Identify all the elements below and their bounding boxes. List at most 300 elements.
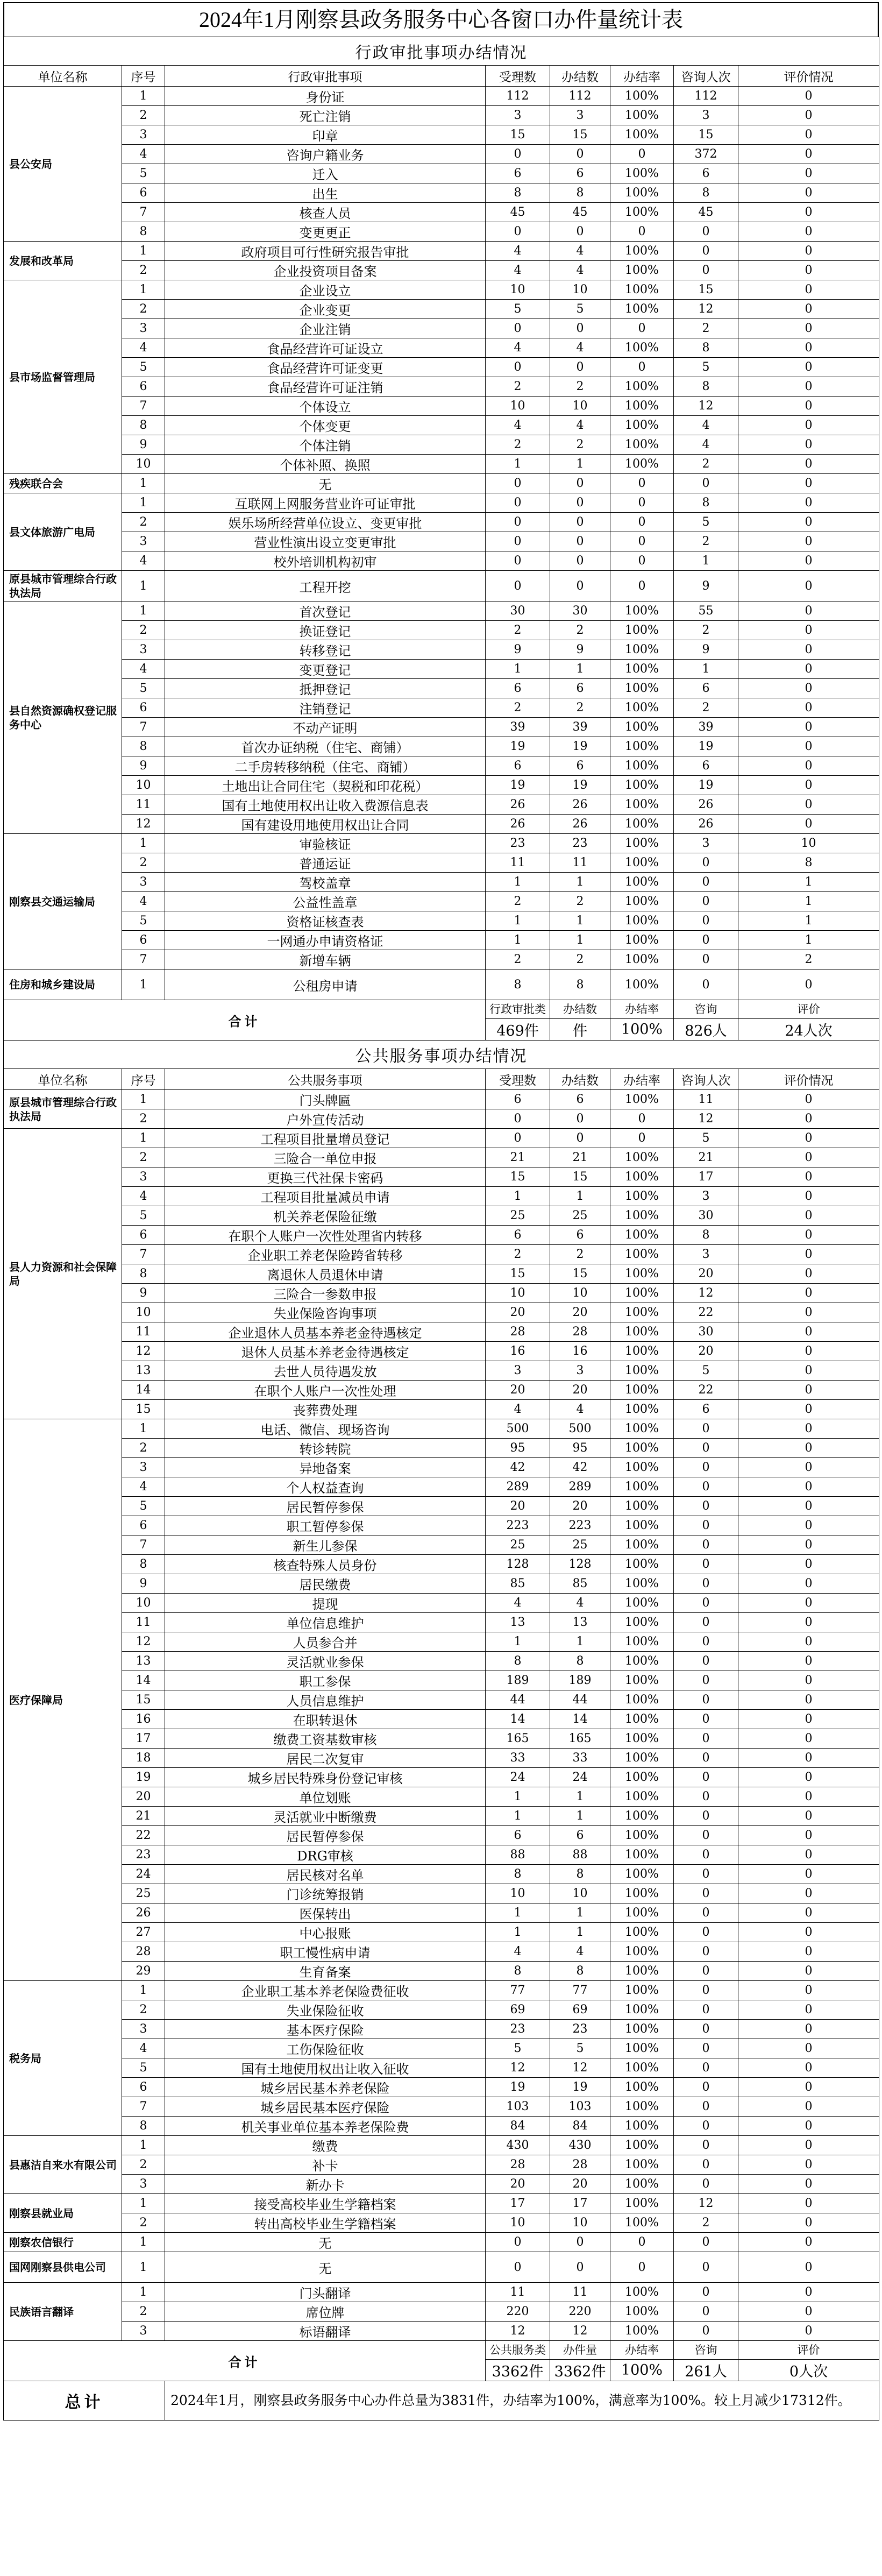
done-cell: 0 bbox=[550, 358, 610, 377]
intake-cell: 8 bbox=[486, 1962, 550, 1981]
intake-cell: 4 bbox=[486, 1942, 550, 1962]
rate-cell: 100% bbox=[610, 2194, 674, 2213]
item-cell: 缴费工资基数审核 bbox=[165, 1729, 486, 1749]
done-cell: 1 bbox=[550, 931, 610, 950]
table-row bbox=[4, 1400, 879, 1419]
rate-cell: 100% bbox=[610, 280, 674, 300]
intake-cell: 15 bbox=[486, 1167, 550, 1187]
table-row bbox=[4, 1652, 879, 1671]
table-row bbox=[4, 2302, 879, 2322]
item-cell: 新增车辆 bbox=[165, 950, 486, 969]
item-cell: 变更更正 bbox=[165, 222, 486, 242]
item-cell: 身份证 bbox=[165, 87, 486, 106]
done-cell: 20 bbox=[550, 1381, 610, 1400]
eval-cell: 0 bbox=[738, 1477, 879, 1497]
table-row bbox=[4, 2136, 879, 2155]
intake-cell: 0 bbox=[486, 532, 550, 551]
header-intake: 受理数 bbox=[486, 66, 550, 87]
done-cell: 25 bbox=[550, 1206, 610, 1226]
intake-cell: 2 bbox=[486, 892, 550, 911]
eval-cell: 0 bbox=[738, 2020, 879, 2039]
total-sub-label: 评价 bbox=[738, 1000, 879, 1019]
done-cell: 2 bbox=[550, 621, 610, 640]
item-cell: 资格证核查表 bbox=[165, 911, 486, 931]
table-row bbox=[4, 2213, 879, 2233]
table-row bbox=[4, 1109, 879, 1129]
eval-cell: 0 bbox=[738, 1264, 879, 1284]
done-cell: 28 bbox=[550, 1322, 610, 1342]
eval-cell: 0 bbox=[738, 106, 879, 125]
unit-name: 原县城市管理综合行政执法局 bbox=[4, 571, 122, 601]
consult-cell: 30 bbox=[674, 1322, 738, 1342]
intake-cell: 223 bbox=[486, 1516, 550, 1535]
eval-cell: 0 bbox=[738, 1729, 879, 1749]
seq-cell: 9 bbox=[122, 756, 165, 776]
item-cell: 基本医疗保险 bbox=[165, 2020, 486, 2039]
consult-cell: 8 bbox=[674, 338, 738, 358]
item-cell: 无 bbox=[165, 2252, 486, 2283]
consult-cell: 6 bbox=[674, 1400, 738, 1419]
eval-cell: 0 bbox=[738, 1671, 879, 1690]
table-row bbox=[4, 2155, 879, 2175]
summary-row bbox=[4, 2381, 879, 2421]
seq-cell: 6 bbox=[122, 183, 165, 203]
consult-cell: 0 bbox=[674, 969, 738, 1000]
seq-cell: 3 bbox=[122, 125, 165, 145]
rate-cell: 100% bbox=[610, 2097, 674, 2117]
intake-cell: 8 bbox=[486, 1652, 550, 1671]
table-row bbox=[4, 222, 879, 242]
eval-cell: 0 bbox=[738, 1787, 879, 1807]
unit-name: 刚察县交通运输局 bbox=[4, 834, 122, 969]
consult-cell: 0 bbox=[674, 2252, 738, 2283]
eval-cell: 0 bbox=[738, 718, 879, 737]
item-cell: 在职个人账户一次性处理 bbox=[165, 1381, 486, 1400]
consult-cell: 55 bbox=[674, 601, 738, 621]
consult-cell: 0 bbox=[674, 2058, 738, 2078]
item-cell: 三险合一单位申报 bbox=[165, 1148, 486, 1167]
consult-cell: 0 bbox=[674, 1787, 738, 1807]
intake-cell: 1 bbox=[486, 911, 550, 931]
seq-cell: 5 bbox=[122, 164, 165, 183]
seq-cell: 25 bbox=[122, 1884, 165, 1903]
consult-cell: 12 bbox=[674, 397, 738, 416]
header-row bbox=[4, 1069, 879, 1090]
consult-cell: 0 bbox=[674, 1594, 738, 1613]
intake-cell: 220 bbox=[486, 2302, 550, 2322]
intake-cell: 1 bbox=[486, 455, 550, 474]
unit-name: 县公安局 bbox=[4, 87, 122, 242]
seq-cell: 9 bbox=[122, 1574, 165, 1594]
intake-cell: 23 bbox=[486, 2020, 550, 2039]
item-cell: 城乡居民基本医疗保险 bbox=[165, 2097, 486, 2117]
table-row bbox=[4, 1826, 879, 1845]
rate-cell: 100% bbox=[610, 1516, 674, 1535]
eval-cell: 0 bbox=[738, 571, 879, 601]
intake-cell: 0 bbox=[486, 145, 550, 164]
unit-name: 原县城市管理综合行政执法局 bbox=[4, 1090, 122, 1129]
rate-cell: 100% bbox=[610, 2213, 674, 2233]
table-row bbox=[4, 1632, 879, 1652]
eval-cell: 0 bbox=[738, 1090, 879, 1109]
table-row bbox=[4, 1729, 879, 1749]
item-cell: 机关养老保险征缴 bbox=[165, 1206, 486, 1226]
done-cell: 9 bbox=[550, 640, 610, 660]
intake-cell: 19 bbox=[486, 737, 550, 756]
done-cell: 28 bbox=[550, 2155, 610, 2175]
seq-cell: 27 bbox=[122, 1923, 165, 1942]
item-cell: 首次登记 bbox=[165, 601, 486, 621]
rate-cell: 0 bbox=[610, 474, 674, 493]
done-cell: 16 bbox=[550, 1342, 610, 1361]
seq-cell: 6 bbox=[122, 1516, 165, 1535]
rate-cell: 0 bbox=[610, 145, 674, 164]
consult-cell: 0 bbox=[674, 1942, 738, 1962]
intake-cell: 9 bbox=[486, 640, 550, 660]
intake-cell: 69 bbox=[486, 2000, 550, 2020]
table-row bbox=[4, 950, 879, 969]
done-cell: 19 bbox=[550, 737, 610, 756]
eval-cell: 0 bbox=[738, 1458, 879, 1477]
seq-cell: 3 bbox=[122, 1167, 165, 1187]
done-cell: 30 bbox=[550, 601, 610, 621]
seq-cell: 16 bbox=[122, 1710, 165, 1729]
item-cell: 新办卡 bbox=[165, 2175, 486, 2194]
seq-cell: 5 bbox=[122, 1497, 165, 1516]
eval-cell: 0 bbox=[738, 756, 879, 776]
table-row bbox=[4, 911, 879, 931]
consult-cell: 0 bbox=[674, 1574, 738, 1594]
section-title-row bbox=[4, 1041, 879, 1069]
rate-cell: 100% bbox=[610, 1535, 674, 1555]
seq-cell: 4 bbox=[122, 338, 165, 358]
eval-cell: 0 bbox=[738, 815, 879, 834]
table-row bbox=[4, 795, 879, 815]
rate-cell: 100% bbox=[610, 1768, 674, 1787]
item-cell: 门头牌匾 bbox=[165, 1090, 486, 1109]
rate-cell: 100% bbox=[610, 1284, 674, 1303]
done-cell: 0 bbox=[550, 493, 610, 513]
seq-cell: 11 bbox=[122, 795, 165, 815]
rate-cell: 100% bbox=[610, 455, 674, 474]
rate-cell: 100% bbox=[610, 911, 674, 931]
intake-cell: 84 bbox=[486, 2117, 550, 2136]
seq-cell: 4 bbox=[122, 660, 165, 679]
item-cell: 公租房申请 bbox=[165, 969, 486, 1000]
table-row bbox=[4, 397, 879, 416]
seq-cell: 4 bbox=[122, 551, 165, 571]
intake-cell: 42 bbox=[486, 1458, 550, 1477]
consult-cell: 2 bbox=[674, 532, 738, 551]
consult-cell: 0 bbox=[674, 1458, 738, 1477]
eval-cell: 1 bbox=[738, 892, 879, 911]
done-cell: 26 bbox=[550, 795, 610, 815]
header-consult: 咨询人次 bbox=[674, 1069, 738, 1090]
unit-name: 县自然资源确权登记服务中心 bbox=[4, 601, 122, 834]
seq-cell: 2 bbox=[122, 1109, 165, 1129]
consult-cell: 5 bbox=[674, 1361, 738, 1381]
consult-cell: 0 bbox=[674, 2078, 738, 2097]
intake-cell: 1 bbox=[486, 660, 550, 679]
consult-cell: 22 bbox=[674, 1303, 738, 1322]
intake-cell: 8 bbox=[486, 969, 550, 1000]
item-cell: 校外培训机构初审 bbox=[165, 551, 486, 571]
intake-cell: 2 bbox=[486, 950, 550, 969]
item-cell: 补卡 bbox=[165, 2155, 486, 2175]
total-label: 合计 bbox=[4, 2341, 486, 2381]
table-row bbox=[4, 756, 879, 776]
eval-cell: 0 bbox=[738, 532, 879, 551]
rate-cell: 100% bbox=[610, 834, 674, 853]
rate-cell: 100% bbox=[610, 776, 674, 795]
eval-cell: 0 bbox=[738, 640, 879, 660]
intake-cell: 77 bbox=[486, 1981, 550, 2000]
eval-cell: 0 bbox=[738, 1167, 879, 1187]
seq-cell: 6 bbox=[122, 931, 165, 950]
intake-cell: 6 bbox=[486, 679, 550, 698]
eval-cell: 0 bbox=[738, 280, 879, 300]
item-cell: 咨询户籍业务 bbox=[165, 145, 486, 164]
eval-cell: 0 bbox=[738, 377, 879, 397]
consult-cell: 0 bbox=[674, 1768, 738, 1787]
table-row bbox=[4, 1981, 879, 2000]
rate-cell: 100% bbox=[610, 1187, 674, 1206]
done-cell: 0 bbox=[550, 222, 610, 242]
done-cell: 2 bbox=[550, 1245, 610, 1264]
eval-cell: 0 bbox=[738, 1187, 879, 1206]
item-cell: 职工暂停参保 bbox=[165, 1516, 486, 1535]
table-row bbox=[4, 280, 879, 300]
seq-cell: 1 bbox=[122, 2252, 165, 2283]
rate-cell: 100% bbox=[610, 1807, 674, 1826]
done-cell: 8 bbox=[550, 1962, 610, 1981]
seq-cell: 8 bbox=[122, 737, 165, 756]
rate-cell: 100% bbox=[610, 2175, 674, 2194]
eval-cell: 0 bbox=[738, 679, 879, 698]
eval-cell: 0 bbox=[738, 2000, 879, 2020]
done-cell: 19 bbox=[550, 2078, 610, 2097]
rate-cell: 100% bbox=[610, 1787, 674, 1807]
intake-cell: 103 bbox=[486, 2097, 550, 2117]
total-sub-row bbox=[4, 2341, 879, 2360]
rate-cell: 100% bbox=[610, 1749, 674, 1768]
rate-cell: 100% bbox=[610, 795, 674, 815]
seq-cell: 18 bbox=[122, 1749, 165, 1768]
done-cell: 8 bbox=[550, 969, 610, 1000]
rate-cell: 100% bbox=[610, 300, 674, 319]
eval-cell: 0 bbox=[738, 474, 879, 493]
rate-cell: 100% bbox=[610, 1729, 674, 1749]
table-row bbox=[4, 1439, 879, 1458]
table-row bbox=[4, 718, 879, 737]
rate-cell: 100% bbox=[610, 1497, 674, 1516]
done-cell: 2 bbox=[550, 698, 610, 718]
table-row bbox=[4, 1264, 879, 1284]
done-cell: 85 bbox=[550, 1574, 610, 1594]
table-row bbox=[4, 1594, 879, 1613]
rate-cell: 100% bbox=[610, 931, 674, 950]
done-cell: 0 bbox=[550, 319, 610, 338]
table-row bbox=[4, 125, 879, 145]
consult-cell: 17 bbox=[674, 1167, 738, 1187]
done-cell: 17 bbox=[550, 2194, 610, 2213]
seq-cell: 6 bbox=[122, 2078, 165, 2097]
intake-cell: 44 bbox=[486, 1690, 550, 1710]
consult-cell: 5 bbox=[674, 513, 738, 532]
consult-cell: 2 bbox=[674, 455, 738, 474]
intake-cell: 14 bbox=[486, 1710, 550, 1729]
item-cell: 娱乐场所经营单位设立、变更审批 bbox=[165, 513, 486, 532]
consult-cell: 0 bbox=[674, 950, 738, 969]
done-cell: 95 bbox=[550, 1439, 610, 1458]
consult-cell: 0 bbox=[674, 1865, 738, 1884]
item-cell: 注销登记 bbox=[165, 698, 486, 718]
rate-cell: 100% bbox=[610, 1962, 674, 1981]
section-title: 公共服务事项办结情况 bbox=[4, 1041, 879, 1069]
table-row bbox=[4, 776, 879, 795]
eval-cell: 0 bbox=[738, 416, 879, 435]
consult-cell: 0 bbox=[674, 1749, 738, 1768]
eval-cell: 0 bbox=[738, 87, 879, 106]
done-cell: 8 bbox=[550, 183, 610, 203]
table-row bbox=[4, 2000, 879, 2020]
table-row bbox=[4, 2078, 879, 2097]
consult-cell: 3 bbox=[674, 1245, 738, 1264]
intake-cell: 189 bbox=[486, 1671, 550, 1690]
table-row bbox=[4, 1284, 879, 1303]
table-row bbox=[4, 2020, 879, 2039]
unit-name: 县文体旅游广电局 bbox=[4, 493, 122, 571]
intake-cell: 6 bbox=[486, 164, 550, 183]
done-cell: 128 bbox=[550, 1555, 610, 1574]
done-cell: 1 bbox=[550, 1807, 610, 1826]
item-cell: 居民缴费 bbox=[165, 1574, 486, 1594]
eval-cell: 0 bbox=[738, 1884, 879, 1903]
intake-cell: 430 bbox=[486, 2136, 550, 2155]
header-intake: 受理数 bbox=[486, 1069, 550, 1090]
intake-cell: 6 bbox=[486, 1090, 550, 1109]
eval-cell: 0 bbox=[738, 1807, 879, 1826]
rate-cell: 100% bbox=[610, 718, 674, 737]
consult-cell: 0 bbox=[674, 911, 738, 931]
item-cell: 居民暂停参保 bbox=[165, 1826, 486, 1845]
item-cell: 生育备案 bbox=[165, 1962, 486, 1981]
seq-cell: 1 bbox=[122, 571, 165, 601]
done-cell: 430 bbox=[550, 2136, 610, 2155]
done-cell: 2 bbox=[550, 435, 610, 455]
item-cell: 转移登记 bbox=[165, 640, 486, 660]
total-value: 826人 bbox=[674, 1019, 738, 1041]
item-cell: 工伤保险征收 bbox=[165, 2039, 486, 2058]
consult-cell: 0 bbox=[674, 1632, 738, 1652]
done-cell: 15 bbox=[550, 1264, 610, 1284]
table-row bbox=[4, 969, 879, 1000]
intake-cell: 0 bbox=[486, 358, 550, 377]
rate-cell: 100% bbox=[610, 1903, 674, 1923]
consult-cell: 0 bbox=[674, 2233, 738, 2252]
rate-cell: 100% bbox=[610, 815, 674, 834]
seq-cell: 3 bbox=[122, 873, 165, 892]
done-cell: 42 bbox=[550, 1458, 610, 1477]
item-cell: 个体变更 bbox=[165, 416, 486, 435]
intake-cell: 4 bbox=[486, 338, 550, 358]
item-cell: 工程项目批量增员登记 bbox=[165, 1129, 486, 1148]
done-cell: 44 bbox=[550, 1690, 610, 1710]
seq-cell: 8 bbox=[122, 416, 165, 435]
done-cell: 0 bbox=[550, 1129, 610, 1148]
summary-text: 2024年1月，刚察县政务服务中心办件总量为3831件，办结率为100%，满意率为100%。较上月减少17312件。 bbox=[165, 2381, 879, 2421]
seq-cell: 4 bbox=[122, 2039, 165, 2058]
item-cell: 新生儿参保 bbox=[165, 1535, 486, 1555]
intake-cell: 1 bbox=[486, 1807, 550, 1826]
table-row bbox=[4, 853, 879, 873]
item-cell: 土地出让合同住宅（契税和印花税） bbox=[165, 776, 486, 795]
done-cell: 4 bbox=[550, 261, 610, 280]
table-row bbox=[4, 1419, 879, 1439]
intake-cell: 95 bbox=[486, 1439, 550, 1458]
consult-cell: 0 bbox=[674, 1729, 738, 1749]
table-row bbox=[4, 1226, 879, 1245]
item-cell: 公益性盖章 bbox=[165, 892, 486, 911]
intake-cell: 21 bbox=[486, 1148, 550, 1167]
rate-cell: 0 bbox=[610, 2252, 674, 2283]
report-page bbox=[3, 2, 879, 2421]
done-cell: 0 bbox=[550, 474, 610, 493]
consult-cell: 0 bbox=[674, 261, 738, 280]
item-cell: 个体注销 bbox=[165, 435, 486, 455]
eval-cell: 0 bbox=[738, 1516, 879, 1535]
table-row bbox=[4, 679, 879, 698]
item-cell: 死亡注销 bbox=[165, 106, 486, 125]
intake-cell: 4 bbox=[486, 416, 550, 435]
rate-cell: 0 bbox=[610, 319, 674, 338]
table-row bbox=[4, 106, 879, 125]
item-cell: 居民二次复审 bbox=[165, 1749, 486, 1768]
eval-cell: 0 bbox=[738, 1245, 879, 1264]
eval-cell: 0 bbox=[738, 1690, 879, 1710]
done-cell: 88 bbox=[550, 1845, 610, 1865]
header-rate: 办结率 bbox=[610, 1069, 674, 1090]
item-cell: 政府项目可行性研究报告审批 bbox=[165, 242, 486, 261]
consult-cell: 0 bbox=[674, 1555, 738, 1574]
table-row bbox=[4, 2058, 879, 2078]
rate-cell: 100% bbox=[610, 242, 674, 261]
intake-cell: 289 bbox=[486, 1477, 550, 1497]
done-cell: 25 bbox=[550, 1535, 610, 1555]
table-row bbox=[4, 1865, 879, 1884]
done-cell: 77 bbox=[550, 1981, 610, 2000]
consult-cell: 0 bbox=[674, 1710, 738, 1729]
eval-cell: 0 bbox=[738, 1749, 879, 1768]
rate-cell: 100% bbox=[610, 737, 674, 756]
intake-cell: 10 bbox=[486, 2213, 550, 2233]
consult-cell: 8 bbox=[674, 1226, 738, 1245]
rate-cell: 100% bbox=[610, 1865, 674, 1884]
intake-cell: 28 bbox=[486, 1322, 550, 1342]
item-cell: 城乡居民特殊身份登记审核 bbox=[165, 1768, 486, 1787]
seq-cell: 8 bbox=[122, 1264, 165, 1284]
header-done: 办结数 bbox=[550, 66, 610, 87]
table-row bbox=[4, 474, 879, 493]
intake-cell: 85 bbox=[486, 1574, 550, 1594]
done-cell: 1 bbox=[550, 660, 610, 679]
intake-cell: 33 bbox=[486, 1749, 550, 1768]
seq-cell: 7 bbox=[122, 1535, 165, 1555]
table-row bbox=[4, 1458, 879, 1477]
table-row bbox=[4, 2233, 879, 2252]
table-row bbox=[4, 2283, 879, 2302]
item-cell: 无 bbox=[165, 474, 486, 493]
